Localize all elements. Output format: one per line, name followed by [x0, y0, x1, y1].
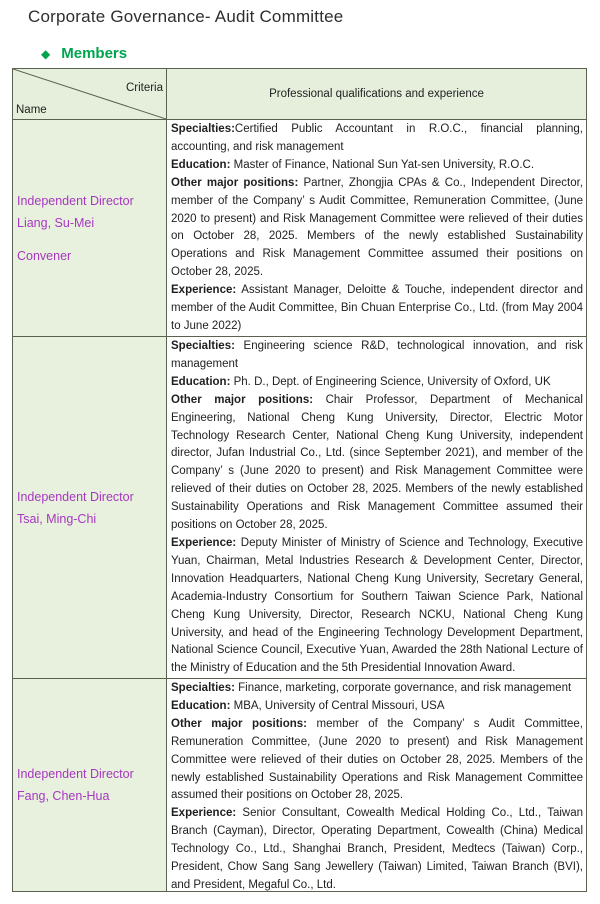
member-title: Independent Director — [17, 193, 134, 208]
header-criteria-label: Criteria — [125, 82, 163, 94]
qualifications-cell-fang-chen-hua — [166, 678, 586, 891]
experience-section — [171, 805, 583, 891]
other-positions-section — [171, 392, 583, 535]
experience-text: Senior Consultant, Cowealth Medical Holding Co., Ltd., Taiwan Branch (Cayman), Director, Operating Department, Cowealth (China) Medical Technology Co., Ltd., Shanghai Branch, President, Medtecs (Taiwan) Corp., President, Chow Sang Sang Jewellery (Taiwan) Limited, Taiwan Branch (BVI), and President, Megaful Co., Ltd. — [171, 807, 583, 891]
education-label: Education: — [171, 158, 231, 171]
other-positions-section — [171, 716, 583, 806]
experience-section — [171, 282, 583, 336]
experience-label: Experience: — [171, 807, 237, 820]
member-role: Convener — [17, 248, 72, 263]
specialties-label: Specialties: — [171, 340, 235, 352]
experience-section — [171, 535, 583, 678]
education-section — [171, 698, 583, 716]
other-positions-text: Chair Professor, Department of Mechanical Engineering, National Cheng Kung University, Director, Electric Motor Technology Research Center, National Cheng Kung University, independent director, Jufan Industrial Co., Ltd. (since September 2021), and member of the Company’ s (June 2020 to present) and Risk Management Committee were relieved of their duties on October 28, 2025. Members of the newly established Sustainability Operations and Risk Management Committee assumed their positions on October 28, 2025. — [171, 393, 583, 532]
member-name-cell-liang-su-mei — [13, 119, 166, 336]
education-label: Education: — [171, 375, 231, 388]
specialties-label: Specialties: — [171, 682, 235, 694]
audit-committee-members-table — [12, 68, 587, 892]
member-name-cell-tsai-ming-chi — [13, 336, 166, 678]
education-text: Ph. D., Dept. of Engineering Science, University of Oxford, UK — [230, 375, 551, 388]
diamond-bullet-icon: ◆ — [41, 46, 51, 61]
member-title: Independent Director — [17, 767, 134, 781]
qualifications-cell-tsai-ming-chi — [166, 336, 586, 678]
specialties-section — [171, 680, 583, 698]
specialties-label: Specialties: — [171, 123, 235, 135]
other-positions-section — [171, 175, 583, 282]
other-positions-text: member of the Company’ s Audit Committee, Remuneration Committee, (June 2020 to present) and Risk Management Committee were relieved of their duties on October 28, 2025. Members of the newly established Sustainability Operations and Risk Management Committee assumed their positions on October 28, 2025. — [171, 717, 583, 802]
specialties-text: Certified Public Accountant in R.O.C., financial planning, accounting, and risk management — [171, 123, 583, 153]
experience-label: Experience: — [171, 536, 237, 549]
member-name-cell-fang-chen-hua — [13, 678, 166, 891]
header-name-label: Name — [16, 104, 47, 116]
other-positions-text: Partner, Zhongjia CPAs & Co., Independent Director, member of the Company’ s Audit Committee, Remuneration Committee, (June 2020 to present) and Risk Management Committee were relieved of their duties on October 28, 2025. Members of the newly established Sustainability Operations and Risk Management Committee assumed their positions on October 28, 2025. — [171, 176, 583, 279]
page-title: Corporate Governance- Audit Committee — [28, 7, 344, 26]
specialties-section — [171, 121, 583, 157]
other-positions-label: Other major positions: — [171, 717, 308, 730]
specialties-text: Finance, marketing, corporate governance, and risk management — [234, 682, 572, 694]
experience-text: Deputy Minister of Ministry of Science and Technology, Executive Yuan, Chairman, Metal Industries Research & Development Center, Director, Innovation Headquarters, National Cheng Kung University, Secretary General, Academia-Industry Consortium for Southern Taiwan Science Park, National Cheng Kung University, Director, Research NCKU, National Cheng Kung University, and head of the Engineering Technology Development Department, National Science Council, Executive Yuan, Awarded the 28th National Lecture of the Ministry of Education and the 5th Presidential Innovation Award. — [171, 536, 583, 675]
members-heading — [41, 45, 127, 62]
education-section — [171, 374, 583, 392]
specialties-text: Engineering science R&D, technological innovation, and risk management — [171, 340, 583, 370]
other-positions-label: Other major positions: — [171, 176, 299, 189]
experience-text: Assistant Manager, Deloitte & Touche, independent director and member of the Audit Committee, Bin Chuan Enterprise Co., Ltd. (from May 2004 to June 2022) — [171, 284, 583, 332]
member-name: Fang, Chen-Hua — [17, 789, 110, 803]
header-name-criteria-cell — [13, 69, 166, 119]
education-label: Education: — [171, 699, 231, 712]
member-name: Tsai, Ming-Chi — [17, 511, 97, 526]
experience-label: Experience: — [171, 284, 237, 297]
member-title: Independent Director — [17, 489, 134, 504]
other-positions-label: Other major positions: — [171, 393, 314, 406]
specialties-section — [171, 338, 583, 374]
qualifications-cell-liang-su-mei — [166, 119, 586, 336]
education-text: MBA, University of Central Missouri, USA — [230, 699, 445, 712]
member-name: Liang, Su-Mei — [17, 215, 95, 230]
education-text: Master of Finance, National Sun Yat-sen University, R.O.C. — [230, 158, 535, 171]
header-qualifications-cell — [166, 69, 586, 119]
members-heading-label: Members — [61, 45, 128, 62]
education-section — [171, 157, 583, 175]
header-qualifications-label: Professional qualifications and experience — [269, 88, 484, 100]
